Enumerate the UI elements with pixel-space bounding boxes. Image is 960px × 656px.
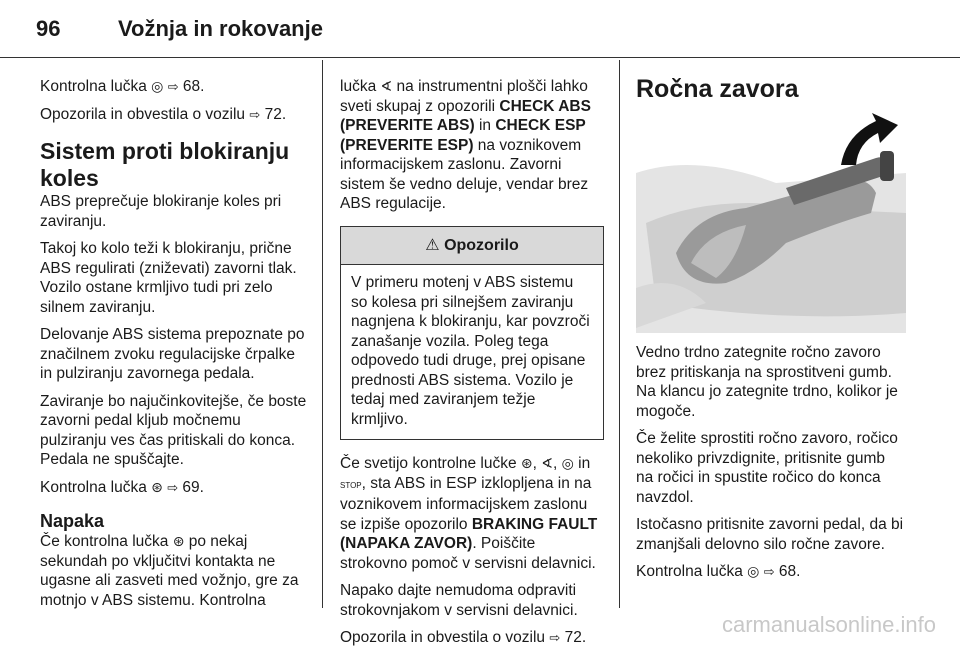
paragraph-abs-lamp-ref: Kontrolna lučka ⊛ ⇨ 69. xyxy=(40,478,204,496)
abs-lamp-icon: ⊛ xyxy=(520,455,533,471)
warning-title: Opozorilo xyxy=(444,236,519,254)
paragraph-esp-lamp-ref: Kontrolna lučka ◎ ⇨ 68. xyxy=(636,563,801,580)
arrow-right-icon: ⇨ xyxy=(549,630,561,645)
warning-box xyxy=(340,226,604,441)
column-1 xyxy=(40,60,310,618)
warning-body: V primeru motenj v ABS sistemu so kolesa pri silnejšem zaviranju nagnjena k blokiranju, kar povzroči zanašanje vozila. Poleg tega odpovedo tudi druge, prej opisane prednosti ABS sistema. Vozilo je tedaj med zaviranjem težje krmljivo. xyxy=(351,274,590,428)
arrow-right-icon: ⇨ xyxy=(167,479,179,495)
esp-lamp-icon: ◎ xyxy=(151,78,164,94)
traction-control-icon: ∢ xyxy=(541,455,554,471)
watermark: carmanualsonline.info xyxy=(721,612,936,637)
arrow-right-icon: ⇨ xyxy=(249,106,261,122)
arrow-right-icon: ⇨ xyxy=(167,79,179,94)
paragraph-warnings-ref: Opozorila in obvestila o vozilu ⇨ 72. xyxy=(40,105,287,123)
paragraph-release-handbrake: Če želite sprostiti ročno zavoro, ročico nekoliko privzdignite, pritisnite gumb na ročici in spustite ročico do konca navzdol. xyxy=(636,430,898,506)
abs-lamp-icon: ⊛ xyxy=(151,478,163,495)
esp-lamp-icon: ◎ xyxy=(747,563,760,579)
paragraph-abs-pedal: Zaviranje bo najučinkovitejše, če boste zavorni pedal kljub močnemu pulziranju ves čas pritiskali do konca. Pedala ne spuščajte. xyxy=(40,392,307,468)
column-2 xyxy=(340,60,604,656)
page-reference-link[interactable]: 68. xyxy=(778,563,801,580)
heading-rocna-zavora: Ročna zavora xyxy=(636,75,799,103)
paragraph-abs-regulation: Takoj ko kolo teži k blokiranju, prične ABS regulirati (zniževati) zavorni tlak. Vozilo ostane krmljivo tudi pri zelo silnem zaviranju. xyxy=(40,240,297,316)
warning-triangle-icon: ⚠ xyxy=(425,236,440,254)
paragraph-abs-sound: Delovanje ABS sistema prepoznate po značilnem zvoku regulacijske črpalke in pulziranju zavornega pedala. xyxy=(40,326,305,382)
page-reference-link[interactable]: 72. xyxy=(264,105,287,123)
column-divider-1 xyxy=(322,60,323,608)
arrow-right-icon: ⇨ xyxy=(763,564,775,579)
paragraph-fault: Če kontrolna lučka ⊛ po nekaj sekundah po vključitvi kontakta ne ugasne ali zasveti med vožnjo, gre za motnjo v ABS sistemu. Kontrolna xyxy=(40,533,299,609)
paragraph-repair: Napako dajte nemudoma odpraviti strokovnjakom v servisni delavnici. xyxy=(340,582,578,619)
column-divider-2 xyxy=(619,60,620,608)
paragraph-warnings-ref: Opozorila in obvestila o vozilu ⇨ 72. xyxy=(340,629,587,646)
page-number: 96 xyxy=(36,16,61,41)
paragraph-brake-pedal: Istočasno pritisnite zavorni pedal, da bi zmanjšali delovno silo ročne zavore. xyxy=(636,516,904,553)
column-3 xyxy=(636,60,906,590)
warning-header xyxy=(341,227,603,266)
paragraph-lamps-abs-esp: Če svetijo kontrolne lučke ⊛, ∢, ◎ in STOP, sta ABS in ESP izklopljena in na voznikovem informacijskem zaslonu se izpiše opozorilo BRAKING FAULT (NAPAKA ZAVOR). Poiščite strokovno pomoč v servisni delavnici. xyxy=(340,455,598,572)
paragraph-fault-continued: lučka ∢ na instrumentni plošči lahko sveti skupaj z opozorili CHECK ABS (PREVERITE ABS) in CHECK ESP (PREVERITE ESP) na voznikovem informacijskem zaslonu. Zavorni sistem še vedno deluje, vendar brez ABS regulacije. xyxy=(340,78,591,212)
page-header xyxy=(0,0,960,58)
paragraph-apply-handbrake: Vedno trdno zategnite ročno zavoro brez pritiskanja na sprostitveni gumb. Na klancu jo zategnite trdno, kolikor je mogoče. xyxy=(636,344,898,420)
section-title: Vožnja in rokovanje xyxy=(118,16,323,41)
abs-lamp-icon: ⊛ xyxy=(172,533,185,549)
page-reference-link[interactable]: 69. xyxy=(182,478,204,496)
header-divider xyxy=(0,57,960,58)
paragraph-esp-lamp-ref: Kontrolna lučka ◎ ⇨ 68. xyxy=(40,78,205,95)
esp-lamp-icon: ◎ xyxy=(561,455,574,471)
page-reference-link[interactable]: 72. xyxy=(564,629,587,646)
handbrake-illustration xyxy=(636,113,906,333)
page-reference-link[interactable]: 68. xyxy=(182,78,205,95)
paragraph-abs-intro: ABS preprečuje blokiranje koles pri zaviranju. xyxy=(40,193,282,230)
traction-control-icon: ∢ xyxy=(380,78,393,94)
stop-label: STOP xyxy=(340,480,362,490)
heading-abs: Sistem proti blokiranju koles xyxy=(40,138,290,191)
heading-napaka: Napaka xyxy=(40,511,105,531)
